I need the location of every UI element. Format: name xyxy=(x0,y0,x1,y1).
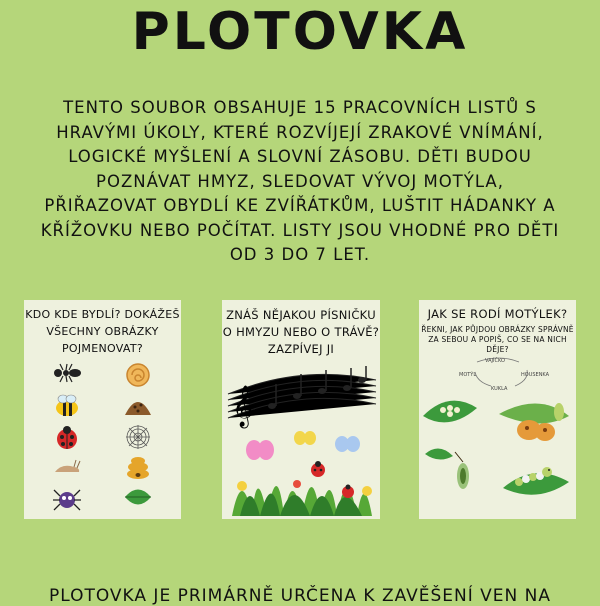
grass-meadow-icon xyxy=(232,480,372,516)
butterfly-icon xyxy=(246,431,360,460)
caterpillar-icon xyxy=(503,467,569,495)
footer-text: PLOTOVKA JE PRIMÁRNĚ URČENA K ZAVĚŠENÍ VEN NA xyxy=(48,586,552,606)
icon-grid xyxy=(32,362,173,512)
snail-shell-icon xyxy=(124,362,152,388)
card-title: ZNÁŠ NĚJAKOU PÍSNIČKU O HMYZU NEBO O TRÁVĚ? ZAZPÍVEJ JI xyxy=(222,308,380,356)
worksheet-card-song xyxy=(222,300,380,519)
eggs-on-leaf-icon xyxy=(423,401,477,423)
card-title: JAK SE RODÍ MOTÝLEK? xyxy=(427,307,568,321)
cycle-label: KUKLA xyxy=(491,386,508,392)
chrysalis-icon xyxy=(425,448,469,489)
ladybug-icon xyxy=(53,424,81,450)
svg-text:𝄞: 𝄞 xyxy=(232,386,254,427)
intro-text: TENTO SOUBOR OBSAHUJE 15 PRACOVNÍCH LISTŮ S HRAVÝMI ÚKOLY, KTERÉ ROZVÍJEJÍ ZRAKOVÉ VNÍMÁNÍ, LOGICKÉ MYŠLENÍ A SLOVNÍ ZÁSOBU. DĚTI BUDOU POZNÁVAT HMYZ, SLEDOVAT VÝVOJ MOTÝLA, PŘIŘAZOVAT OBYDLÍ KE ZVÍŘÁTKŮM, LUŠTIT HÁDANKY A KŘÍŽOVKU NEBO POČÍTAT. LISTY JSOU VHODNÉ PRO DĚTI OD 3 DO 7 LET. xyxy=(40,98,560,264)
lifecycle-illustrations xyxy=(419,392,576,517)
bee-icon xyxy=(52,393,82,419)
lifecycle-diagram xyxy=(419,352,576,392)
page-title: PLOTOVKA xyxy=(131,2,469,62)
cycle-label: HOUSENKA xyxy=(521,372,550,378)
ladybug-icon xyxy=(311,461,354,498)
music-staff-icon xyxy=(228,366,376,428)
beehive-icon xyxy=(124,455,152,481)
leaf-icon xyxy=(123,486,153,508)
worksheet-card-habitats xyxy=(24,300,181,519)
worksheet-card-lifecycle xyxy=(419,300,576,519)
cycle-label: MOTÝL xyxy=(459,372,477,378)
cycle-label: VAJÍČKO xyxy=(485,358,505,364)
song-illustration xyxy=(222,366,380,516)
anthill-icon xyxy=(123,393,153,417)
spiderweb-icon xyxy=(124,424,152,450)
card-title: KDO KDE BYDLÍ? DOKÁŽEŠ VŠECHNY OBRÁZKY POJMENOVAT? xyxy=(25,308,180,355)
spider-icon xyxy=(52,486,82,512)
slug-icon xyxy=(52,455,82,477)
butterfly-icon xyxy=(499,403,569,441)
ant-icon xyxy=(52,362,82,384)
card-subtitle: ŘEKNI, JAK PŮJDOU OBRÁZKY SPRÁVNĚ ZA SEBOU A POPIŠ, CO SE NA NICH DĚJE? xyxy=(421,325,574,354)
